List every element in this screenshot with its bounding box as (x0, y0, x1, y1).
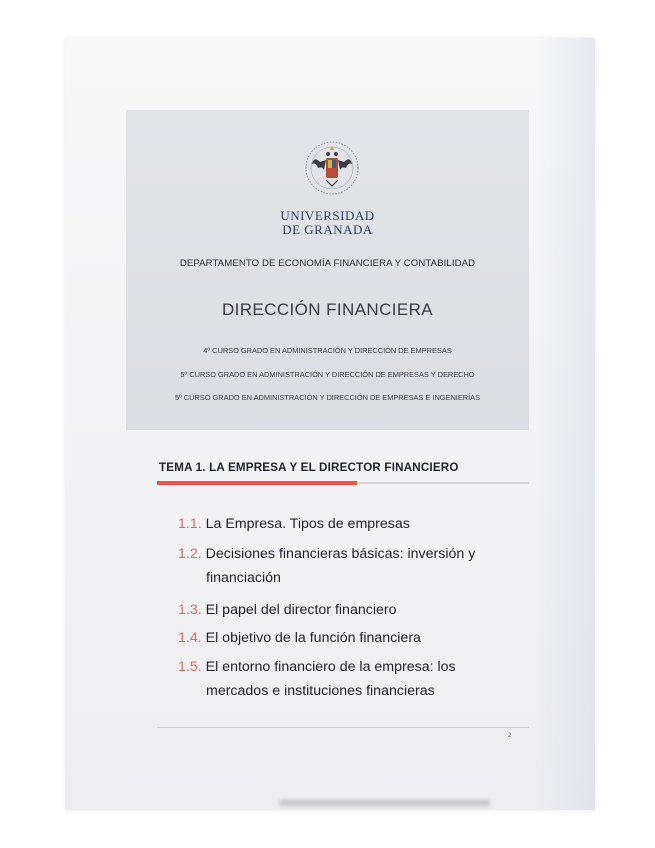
list-item (178, 656, 456, 678)
page-number: 2 (508, 733, 512, 739)
scan-smudge (280, 800, 490, 806)
grado-line-1: 4º CURSO GRADO EN ADMINISTRACIÓN Y DIRECCIÓN DE EMPRESAS (203, 346, 452, 355)
topic-text: El papel del director financiero (205, 602, 397, 618)
university-crest-icon (304, 138, 360, 202)
topic-text-continued: financiación (206, 570, 281, 586)
university-name-line2: DE GRANADA (282, 222, 373, 237)
topic-number: 1.5. (178, 659, 202, 675)
grado-line-2: 5º CURSO GRADO EN ADMINISTRACIÓN Y DIRECCIÓN DE EMPRESAS Y DERECHO (180, 370, 475, 379)
tema-heading: TEMA 1. LA EMPRESA Y EL DIRECTOR FINANCIERO (159, 461, 459, 474)
university-name-line1: UNIVERSIDAD (280, 208, 375, 223)
topic-number: 1.2. (178, 546, 202, 562)
topic-text: Decisiones financieras básicas: inversión y (205, 546, 476, 562)
topic-text: La Empresa. Tipos de empresas (205, 516, 410, 532)
grado-line-3: 5º CURSO GRADO EN ADMINISTRACIÓN Y DIRECCIÓN DE EMPRESAS E INGENIERÍAS (174, 393, 481, 402)
sheet-shadow (535, 38, 595, 810)
topic-number: 1.3. (178, 602, 202, 618)
list-item (178, 599, 396, 621)
topic-number: 1.1. (178, 516, 202, 532)
list-item (178, 543, 475, 565)
topic-text: El objetivo de la función financiera (205, 630, 421, 646)
list-item (178, 513, 410, 535)
topic-number: 1.4. (178, 630, 202, 646)
topic-text-continued: mercados e instituciones financieras (206, 683, 435, 699)
list-item (178, 627, 421, 649)
topic-text: El entorno financiero de la empresa: los (205, 659, 456, 675)
tema-underline-accent (157, 481, 357, 485)
footer-divider (157, 727, 529, 728)
department-title: DEPARTAMENTO DE ECONOMÍA FINANCIERA Y CONTABILIDAD (179, 258, 476, 269)
course-title: DIRECCIÓN FINANCIERA (221, 300, 434, 319)
